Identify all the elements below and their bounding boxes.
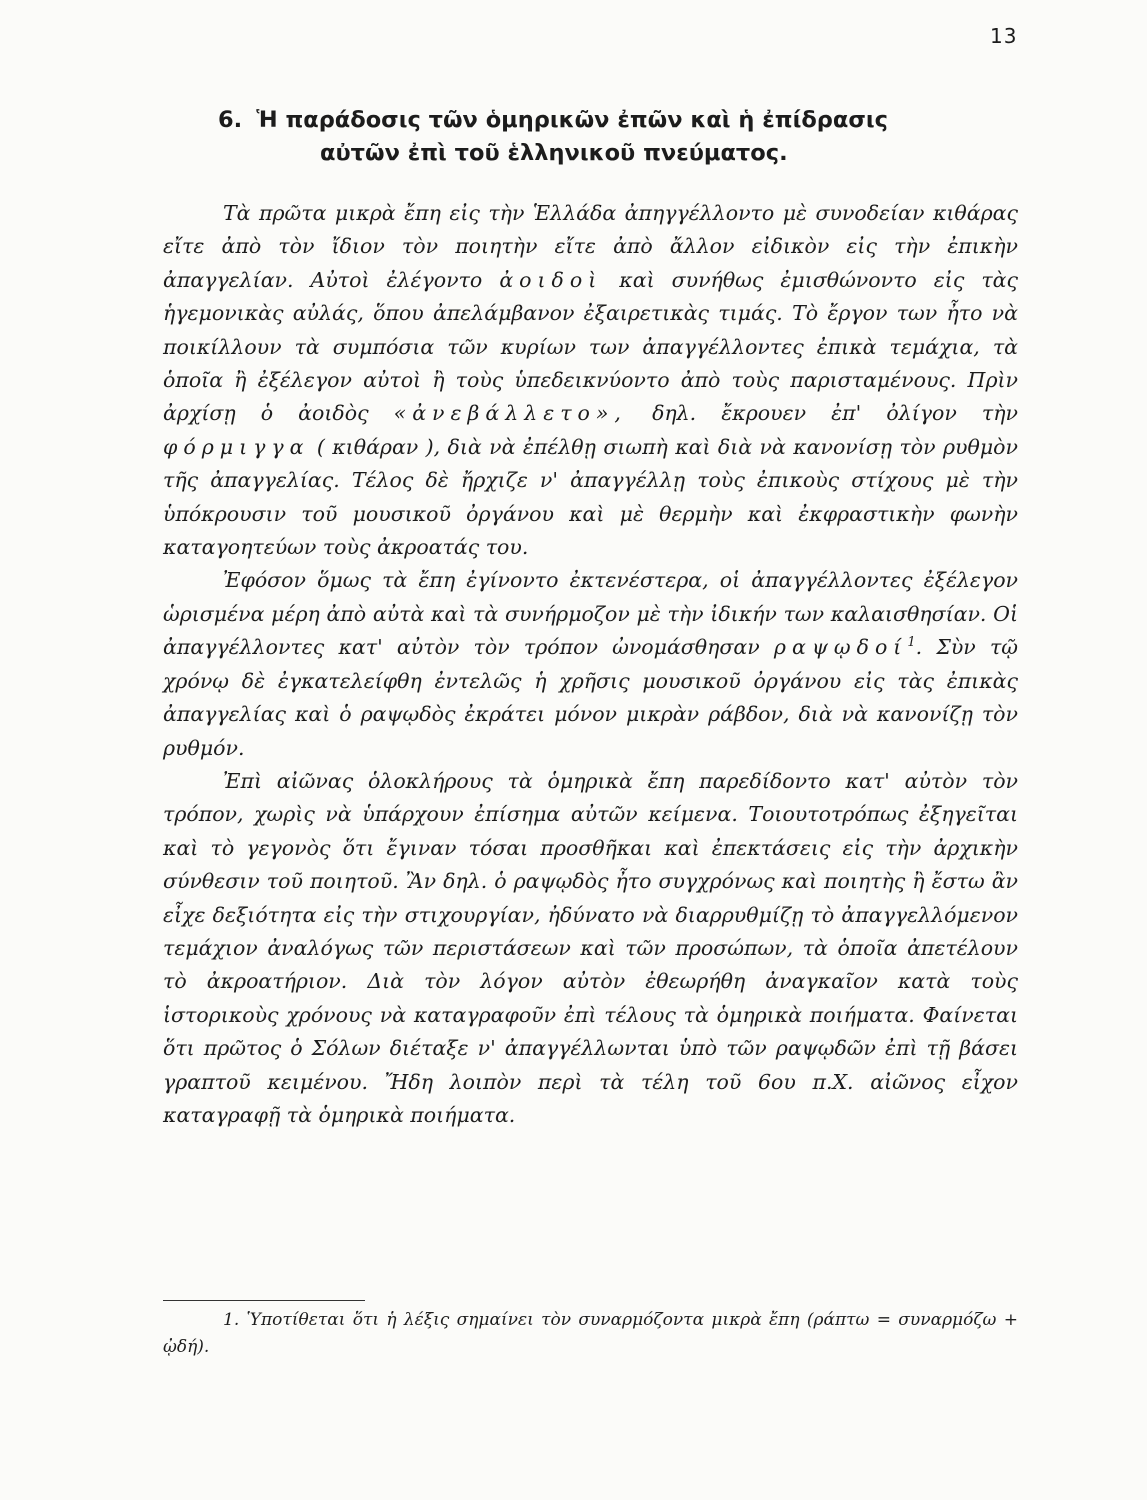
footnote: 1. Ὑποτίθεται ὅτι ἡ λέξις σημαίνει τὸν συναρμόζοντα μικρὰ ἔπη (ράπτω = συναρμόζω + ᾠδή). xyxy=(163,1310,1018,1357)
body-text xyxy=(163,197,1018,1132)
page-number: 13 xyxy=(990,24,1018,48)
paragraph-2-part-b: . Σὺν τῷ χρόνῳ δὲ ἐγκατελείφθη ἐντελῶς ἡ χρῆσις μουσικοῦ ὀργάνου εἰς τὰς ἐπικὰς ἀπαγγελίας καὶ ὁ ραψῳδὸς ἐκράτει μόνον μικρὰν ράβδον, διὰ νὰ κανονίζῃ τὸν ρυθμόν. xyxy=(163,635,1018,760)
paragraph-1-part-d: ( κιθάραν ), διὰ νὰ ἐπέλθῃ σιωπὴ καὶ διὰ νὰ κανονίσῃ τὸν ρυθμὸν τῆς ἀπαγγελίας. Τέλος δὲ ἤρχιζε ν' ἀπαγγέλλῃ τοὺς ἐπικοὺς στίχους μὲ τὴν ὑπόκρουσιν τοῦ μουσικοῦ ὀργάνου καὶ μὲ θερμὴν καὶ ἐκφραστικὴν φωνὴν καταγοητεύων τοὺς ἀκροατάς του. xyxy=(163,434,1018,560)
section-number: 6. xyxy=(218,107,243,133)
paragraph-1-part-c: δηλ. ἔκρουεν ἐπ' ὀλίγον τὴν xyxy=(652,401,1018,426)
term-aoidoi: ἀοιδοὶ xyxy=(499,267,603,292)
footnote-marker: 1 xyxy=(907,635,916,651)
paragraph-1 xyxy=(163,197,1018,564)
paragraph-1-part-b: καὶ συνήθως ἐμισθώνοντο εἰς τὰς ἡγεμονικὰς αὐλάς, ὅπου ἀπελάμβανον ἐξαιρετικὰς τιμάς. Τὸ ἔργον των ἦτο νὰ ποικίλλουν τὰ συμπόσια τῶν κυρίων των ἀπαγγέλλοντες ἐπικὰ τεμάχια, τὰ ὁποῖα ἢ ἐξέλεγον αὐτοὶ ἢ τοὺς ὑπεδεικνύοντο ἀπὸ τοὺς παρισταμένους. Πρὶν ἀρχίσῃ ὁ ἀοιδὸς xyxy=(163,267,1018,426)
footnote-divider xyxy=(163,1300,365,1301)
term-phorminga: φόρμιγγα xyxy=(163,434,310,459)
paragraph-2 xyxy=(163,564,1018,764)
section-title-line-1: Ἡ παράδοσις τῶν ὁμηρικῶν ἐπῶν καὶ ἡ ἐπίδρασις xyxy=(256,107,888,133)
term-rapsodoi: ραψῳδοί xyxy=(773,635,908,660)
term-anevalleto: «ἀνεβάλλετο», xyxy=(393,401,627,426)
paragraph-2-part-a: Ἐφόσον ὅμως τὰ ἔπη ἐγίνοντο ἐκτενέστερα, οἱ ἀπαγγέλλοντες ἐξέλεγον ὡρισμένα μέρη ἀπὸ αὐτὰ καὶ τὰ συνήρμοζον μὲ τὴν ἰδικήν των καλαισθησίαν. Οἱ ἀπαγγέλλοντες κατ' αὐτὸν τὸν τρόπον ὠνομάσθησαν xyxy=(163,568,1018,660)
paragraph-3: Ἐπὶ αἰῶνας ὁλοκλήρους τὰ ὁμηρικὰ ἔπη παρεδίδοντο κατ' αὐτὸν τὸν τρόπον, χωρὶς νὰ ὑπάρχουν ἐπίσημα αὐτῶν κείμενα. Τοιουτοτρόπως ἐξηγεῖται καὶ τὸ γεγονὸς ὅτι ἔγιναν τόσαι προσθῆκαι καὶ ἐπεκτάσεις εἰς τὴν ἀρχικὴν σύνθεσιν τοῦ ποιητοῦ. Ἂν δηλ. ὁ ραψῳδὸς ἦτο συγχρόνως καὶ ποιητὴς ἢ ἔστω ἂν εἶχε δεξιότητα εἰς τὴν στιχουργίαν, ἠδύνατο νὰ διαρρυθμίζῃ τὸ ἀπαγγελλόμενον τεμάχιον ἀναλόγως τῶν περιστάσεων καὶ τῶν προσώπων, τὰ ὁποῖα ἀπετέλουν τὸ ἀκροατήριον. Διὰ τὸν λόγον αὐτὸν ἐθεωρήθη ἀναγκαῖον κατὰ τοὺς ἱστορικοὺς χρόνους νὰ καταγραφοῦν ἐπὶ τέλους τὰ ὁμηρικὰ ποιήματα. Φαίνεται ὅτι πρῶτος ὁ Σόλων διέταξε ν' ἀπαγγέλλωνται ὑπὸ τῶν ραψῳδῶν ἐπὶ τῇ βάσει γραπτοῦ κειμένου. Ἤδη λοιπὸν περὶ τὰ τέλη τοῦ 6ου π.Χ. αἰῶνος εἶχον καταγραφῇ τὰ ὁμηρικὰ ποιήματα. xyxy=(163,768,1018,1127)
section-heading xyxy=(218,104,1018,170)
section-title-line-2: αὐτῶν ἐπὶ τοῦ ἑλληνικοῦ πνεύματος. xyxy=(320,140,788,166)
paragraph-1-part-a: Τὰ πρῶτα μικρὰ ἔπη εἰς τὴν Ἑλλάδα ἀπηγγέλλοντο μὲ συνοδείαν κιθάρας εἴτε ἀπὸ τὸν ἴδιον τὸν ποιητὴν εἴτε ἀπὸ ἄλλον εἰδικὸν εἰς τὴν ἐπικὴν ἀπαγγελίαν. Αὐτοὶ ἐλέγοντο xyxy=(163,201,1018,292)
